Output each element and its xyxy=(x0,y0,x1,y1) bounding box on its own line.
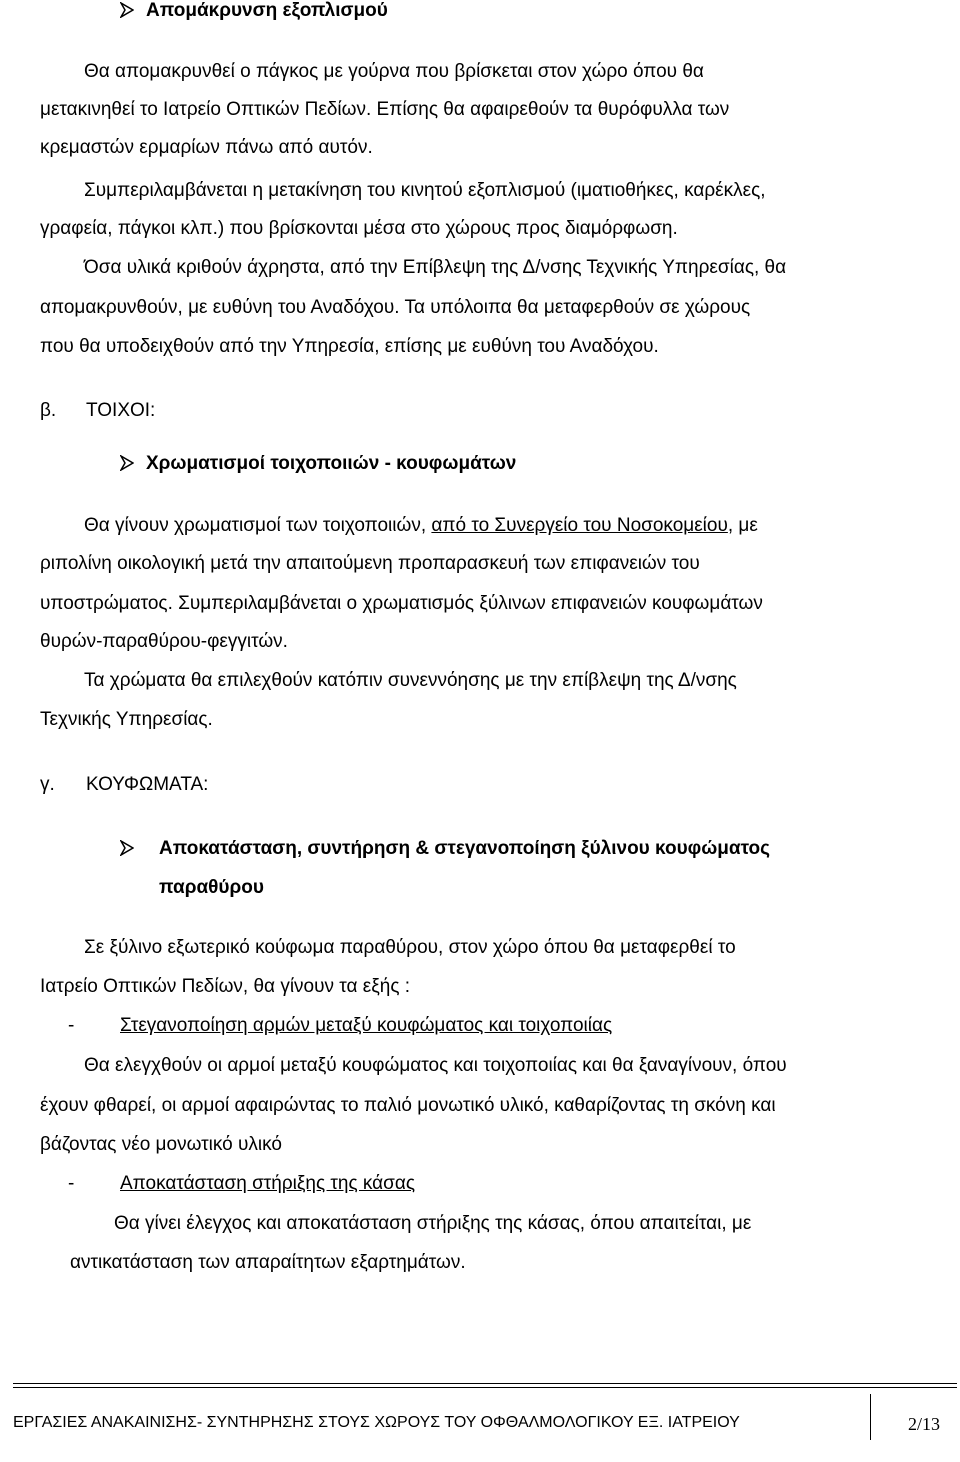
paragraph-line: Τεχνικής Υπηρεσίας. xyxy=(40,709,213,730)
paragraph-line: Θα ελεγχθούν οι αρμοί μεταξύ κουφώματος και τοιχοποιίας και θα ξαναγίνουν, όπου xyxy=(84,1055,787,1076)
list-item-frame-support: Αποκατάσταση στήριξης της κάσας xyxy=(120,1173,416,1194)
underlined-text: από το Συνεργείο του Νοσοκομείου xyxy=(431,515,728,536)
paragraph-line: απομακρυνθούν, με ευθύνη του Αναδόχου. Τα υπόλοιπα θα μεταφερθούν σε χώρους xyxy=(40,297,751,318)
list-dash: - xyxy=(68,1015,75,1036)
paragraph-line: έχουν φθαρεί, οι αρμοί αφαιρώντας το παλιό μονωτικό υλικό, καθαρίζοντας τη σκόνη και xyxy=(40,1095,776,1116)
paragraph-line: μετακινηθεί το Ιατρείο Οπτικών Πεδίων. Επίσης θα αφαιρεθούν τα θυρόφυλλα των xyxy=(40,99,730,120)
heading-text-cont: παραθύρου xyxy=(159,877,264,898)
section-title: ΤΟΙΧΟΙ: xyxy=(86,400,156,421)
paragraph-line: Ιατρείο Οπτικών Πεδίων, θα γίνουν τα εξής : xyxy=(40,976,411,997)
subsection-heading-painting xyxy=(120,453,516,475)
paragraph-line: Τα χρώματα θα επιλεχθούν κατόπιν συνεννόησης με την επίβλεψη της Δ/νσης xyxy=(84,670,737,691)
heading-text: Αποκατάσταση, συντήρηση & στεγανοποίηση ξύλινου κουφώματος xyxy=(159,838,771,859)
paragraph-line: κρεμαστών ερμαρίων πάνω από αυτόν. xyxy=(40,137,373,158)
paragraph-line: ριπολίνη οικολογική μετά την απαιτούμενη προπαρασκευή των επιφανειών του xyxy=(40,553,700,574)
footer-rule xyxy=(13,1383,957,1384)
paragraph-line: Σε ξύλινο εξωτερικό κούφωμα παραθύρου, στον χώρο όπου θα μεταφερθεί το xyxy=(84,937,736,958)
paragraph-line: βάζοντας νέο μονωτικό υλικό xyxy=(40,1134,282,1155)
heading-text: Χρωματισμοί τοιχοποιιών - κουφωμάτων xyxy=(146,453,517,474)
list-item-joints: Στεγανοποίηση αρμών μεταξύ κουφώματος και τοιχοποιίας xyxy=(120,1015,613,1036)
paragraph-line: θυρών-παραθύρου-φεγγιτών. xyxy=(40,631,288,652)
paragraph-line: Θα γίνουν χρωματισμοί των τοιχοποιιών, από το Συνεργείο του Νοσοκομείου, με xyxy=(84,515,758,536)
arrow-bullet-icon xyxy=(120,455,134,471)
list-dash: - xyxy=(68,1173,75,1194)
paragraph-line: Θα απομακρυνθεί ο πάγκος με γούρνα που βρίσκεται στον χώρο όπου θα xyxy=(84,61,704,82)
paragraph-line: αντικατάσταση των απαραίτητων εξαρτημάτων. xyxy=(70,1252,466,1273)
section-title: ΚΟΥΦΩΜΑΤΑ: xyxy=(86,774,209,795)
section-heading-removal xyxy=(120,0,388,22)
paragraph-line: Συμπεριλαμβάνεται η μετακίνηση του κινητού εξοπλισμού (ιματιοθήκες, καρέκλες, xyxy=(84,180,766,201)
paragraph-line: γραφεία, πάγκοι κλπ.) που βρίσκονται μέσα στο χώρους προς διαμόρφωση. xyxy=(40,218,678,239)
paragraph-line: Όσα υλικά κριθούν άχρηστα, από την Επίβλεψη της Δ/νσης Τεχνικής Υπηρεσίας, θα xyxy=(84,257,787,278)
arrow-bullet-icon xyxy=(120,840,134,856)
paragraph-line: Θα γίνει έλεγχος και αποκατάσταση στήριξης της κάσας, όπου απαιτείται, με xyxy=(114,1213,752,1234)
footer-rule xyxy=(13,1387,957,1388)
page-number: 2/13 xyxy=(907,1414,940,1434)
section-letter: β. xyxy=(40,400,57,421)
page-footer xyxy=(13,1414,940,1432)
section-letter: γ. xyxy=(40,774,55,795)
section-title-frames xyxy=(40,774,208,796)
subsection-heading-window xyxy=(120,838,946,860)
arrow-bullet-icon xyxy=(120,2,134,18)
paragraph-line: υποστρώματος. Συμπεριλαμβάνεται ο χρωματισμός ξύλινων επιφανειών κουφωμάτων xyxy=(40,593,763,614)
paragraph-line: που θα υποδειχθούν από την Υπηρεσία, επίσης με ευθύνη του Αναδόχου. xyxy=(40,336,659,357)
section-title-walls xyxy=(40,400,155,422)
footer-title: ΕΡΓΑΣΙΕΣ ΑΝΑΚΑΙΝΙΣΗΣ- ΣΥΝΤΗΡΗΣΗΣ ΣΤΟΥΣ ΧΩΡΟΥΣ ΤΟΥ ΟΦΘΑΛΜΟΛΟΓΙΚΟΥ ΕΞ. ΙΑΤΡΕΙΟΥ xyxy=(13,1414,740,1431)
heading-text: Απομάκρυνση εξοπλισμού xyxy=(146,0,388,21)
